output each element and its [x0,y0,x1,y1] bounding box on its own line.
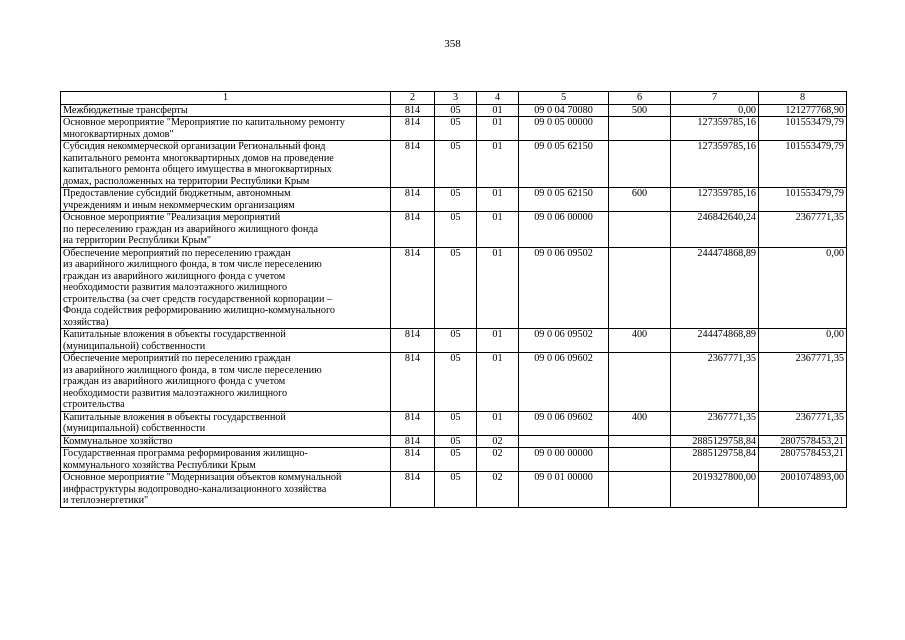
row-subsection: 01 [477,141,519,188]
column-header: 5 [519,92,609,105]
row-admin-code: 814 [391,212,435,248]
row-admin-code: 814 [391,411,435,435]
row-amount-1: 2367771,35 [671,411,759,435]
row-name: Основное мероприятие "Модернизация объектов коммунальной инфраструктуры водопроводно-канализационного хозяйства и теплоэнергетики" [61,472,391,508]
row-admin-code: 814 [391,141,435,188]
row-amount-1: 127359785,16 [671,141,759,188]
row-section: 05 [435,448,477,472]
row-amount-2: 2367771,35 [759,353,847,412]
table-row [61,435,847,448]
row-subsection: 01 [477,411,519,435]
row-target-article: 09 0 00 00000 [519,448,609,472]
row-admin-code: 814 [391,104,435,117]
table-row [61,472,847,508]
row-expense-type [609,353,671,412]
table-row [61,188,847,212]
row-subsection: 02 [477,448,519,472]
row-name: Капитальные вложения в объекты государственной (муниципальной) собственности [61,411,391,435]
row-amount-1: 244474868,89 [671,247,759,329]
row-name: Основное мероприятие "Мероприятие по капитальному ремонту многоквартирных домов" [61,117,391,141]
row-target-article: 09 0 06 09602 [519,411,609,435]
row-subsection: 01 [477,117,519,141]
row-section: 05 [435,188,477,212]
row-amount-2: 2807578453,21 [759,435,847,448]
row-section: 05 [435,117,477,141]
row-target-article: 09 0 06 09502 [519,329,609,353]
column-header: 1 [61,92,391,105]
row-expense-type [609,448,671,472]
row-admin-code: 814 [391,435,435,448]
row-target-article: 09 0 05 62150 [519,188,609,212]
row-admin-code: 814 [391,448,435,472]
row-expense-type: 400 [609,411,671,435]
row-subsection: 02 [477,472,519,508]
row-section: 05 [435,329,477,353]
row-admin-code: 814 [391,117,435,141]
row-name: Обеспечение мероприятий по переселению граждан из аварийного жилищного фонда, в том числе переселению граждан из аварийного жилищного фонда с учетом необходимости развития малоэтажного жилищного строительства [61,353,391,412]
page-number: 358 [444,38,461,50]
row-subsection: 01 [477,212,519,248]
column-header: 2 [391,92,435,105]
column-number-row [61,92,847,105]
row-name: Межбюджетные трансферты [61,104,391,117]
row-expense-type [609,472,671,508]
column-header: 7 [671,92,759,105]
row-admin-code: 814 [391,472,435,508]
row-amount-2: 0,00 [759,329,847,353]
row-expense-type [609,247,671,329]
row-name: Предоставление субсидий бюджетным, автономным учреждениям и иным некоммерческим организациям [61,188,391,212]
row-name: Обеспечение мероприятий по переселению граждан из аварийного жилищного фонда, в том числе переселению граждан из аварийного жилищного фонда с учетом необходимости развития малоэтажного жилищного строительства (за счет средств государственной корпорации – Фонда содействия реформированию жилищно-коммунального хозяйства) [61,247,391,329]
row-target-article: 09 0 06 09502 [519,247,609,329]
row-section: 05 [435,247,477,329]
row-expense-type: 600 [609,188,671,212]
row-subsection: 01 [477,353,519,412]
row-amount-1: 2885129758,84 [671,435,759,448]
row-subsection: 01 [477,104,519,117]
row-amount-2: 0,00 [759,247,847,329]
table-row [61,212,847,248]
row-amount-2: 2367771,35 [759,212,847,248]
row-target-article: 09 0 05 62150 [519,141,609,188]
row-target-article: 09 0 01 00000 [519,472,609,508]
row-subsection: 01 [477,329,519,353]
row-subsection: 01 [477,188,519,212]
row-amount-2: 2001074893,00 [759,472,847,508]
row-target-article [519,435,609,448]
table-row [61,247,847,329]
column-header: 3 [435,92,477,105]
row-section: 05 [435,435,477,448]
budget-table [60,91,847,508]
row-amount-1: 2019327800,00 [671,472,759,508]
row-amount-2: 121277768,90 [759,104,847,117]
row-name: Капитальные вложения в объекты государственной (муниципальной) собственности [61,329,391,353]
row-amount-1: 244474868,89 [671,329,759,353]
column-header: 4 [477,92,519,105]
row-amount-2: 101553479,79 [759,117,847,141]
row-amount-1: 127359785,16 [671,188,759,212]
row-expense-type [609,117,671,141]
row-expense-type [609,141,671,188]
table-row [61,141,847,188]
row-admin-code: 814 [391,247,435,329]
row-amount-1: 127359785,16 [671,117,759,141]
row-admin-code: 814 [391,353,435,412]
row-target-article: 09 0 04 70080 [519,104,609,117]
row-admin-code: 814 [391,329,435,353]
row-name: Субсидия некоммерческой организации Региональный фонд капитального ремонта многоквартирных домов на проведение капитального ремонта общего имущества в многоквартирных домах, расположенных на территории Республики Крым [61,141,391,188]
row-amount-2: 101553479,79 [759,141,847,188]
row-expense-type: 500 [609,104,671,117]
row-section: 05 [435,472,477,508]
row-amount-1: 0,00 [671,104,759,117]
row-name: Государственная программа реформирования жилищно- коммунального хозяйства Республики Крым [61,448,391,472]
row-subsection: 02 [477,435,519,448]
row-target-article: 09 0 06 09602 [519,353,609,412]
row-name: Коммунальное хозяйство [61,435,391,448]
row-target-article: 09 0 05 00000 [519,117,609,141]
row-target-article: 09 0 06 00000 [519,212,609,248]
table-row [61,117,847,141]
row-expense-type [609,435,671,448]
row-section: 05 [435,104,477,117]
row-amount-2: 101553479,79 [759,188,847,212]
row-amount-1: 2367771,35 [671,353,759,412]
row-section: 05 [435,353,477,412]
table-row [61,353,847,412]
row-amount-2: 2807578453,21 [759,448,847,472]
row-expense-type [609,212,671,248]
table-row [61,329,847,353]
row-subsection: 01 [477,247,519,329]
row-amount-1: 246842640,24 [671,212,759,248]
table-row [61,448,847,472]
row-amount-2: 2367771,35 [759,411,847,435]
column-header: 6 [609,92,671,105]
row-name: Основное мероприятие "Реализация мероприятий по переселению граждан из аварийного жилищного фонда на территории Республики Крым" [61,212,391,248]
row-section: 05 [435,212,477,248]
row-section: 05 [435,141,477,188]
row-section: 05 [435,411,477,435]
column-header: 8 [759,92,847,105]
row-admin-code: 814 [391,188,435,212]
table-row [61,411,847,435]
row-expense-type: 400 [609,329,671,353]
row-amount-1: 2885129758,84 [671,448,759,472]
table-row [61,104,847,117]
